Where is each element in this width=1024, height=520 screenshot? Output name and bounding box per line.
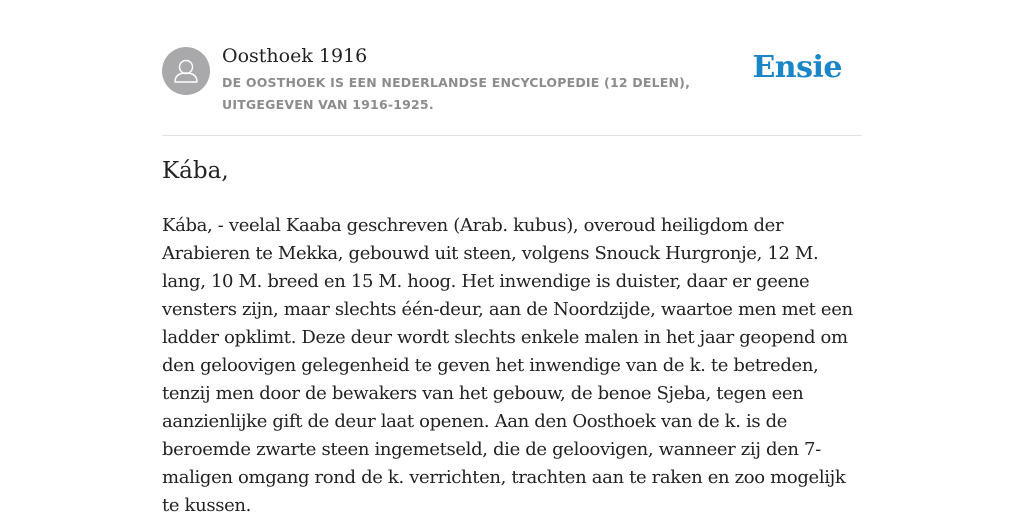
article-body: Kába, - veelal Kaaba geschreven (Arab. kubus), overoud heiligdom der Arabieren te Mekka, gebouwd uit steen, volgens Snouck Hurgronje, 12 M. lang, 10 M. breed en 15 M. hoog. Het inwendige is duister, daar er geene vensters zijn, maar slechts één-deur, aan de Noordzijde, waartoe men met een ladder opklimt. Deze deur wordt slechts enkele malen in het jaar geopend om den geloovigen gelegenheid te geven het inwendige van de k. te betreden, tenzij men door de bewakers van het gebouw, de benoe Sjeba, tegen een aanzienlijke gift de deur laat openen. Aan den Oosthoek van de k. is de beroemde zwarte steen ingemetseld, die de geloovigen, wanneer zij den 7-maligen omgang rond de k. verrichten, trachten aan te raken en zoo mogelijk te kussen.	[162, 215, 853, 516]
source-header	[162, 0, 862, 136]
ensie-logo[interactable]: Ensie	[752, 50, 842, 85]
source-title[interactable]: Oosthoek 1916	[222, 45, 368, 67]
user-icon	[162, 47, 210, 95]
source-description: DE OOSTHOEK IS EEN NEDERLANDSE ENCYCLOPEDIE (12 DELEN), UITGEGEVEN VAN 1916-1925.	[222, 75, 691, 112]
avatar[interactable]	[162, 47, 210, 95]
article-title: Kába,	[162, 158, 229, 184]
page-content	[162, 0, 862, 516]
